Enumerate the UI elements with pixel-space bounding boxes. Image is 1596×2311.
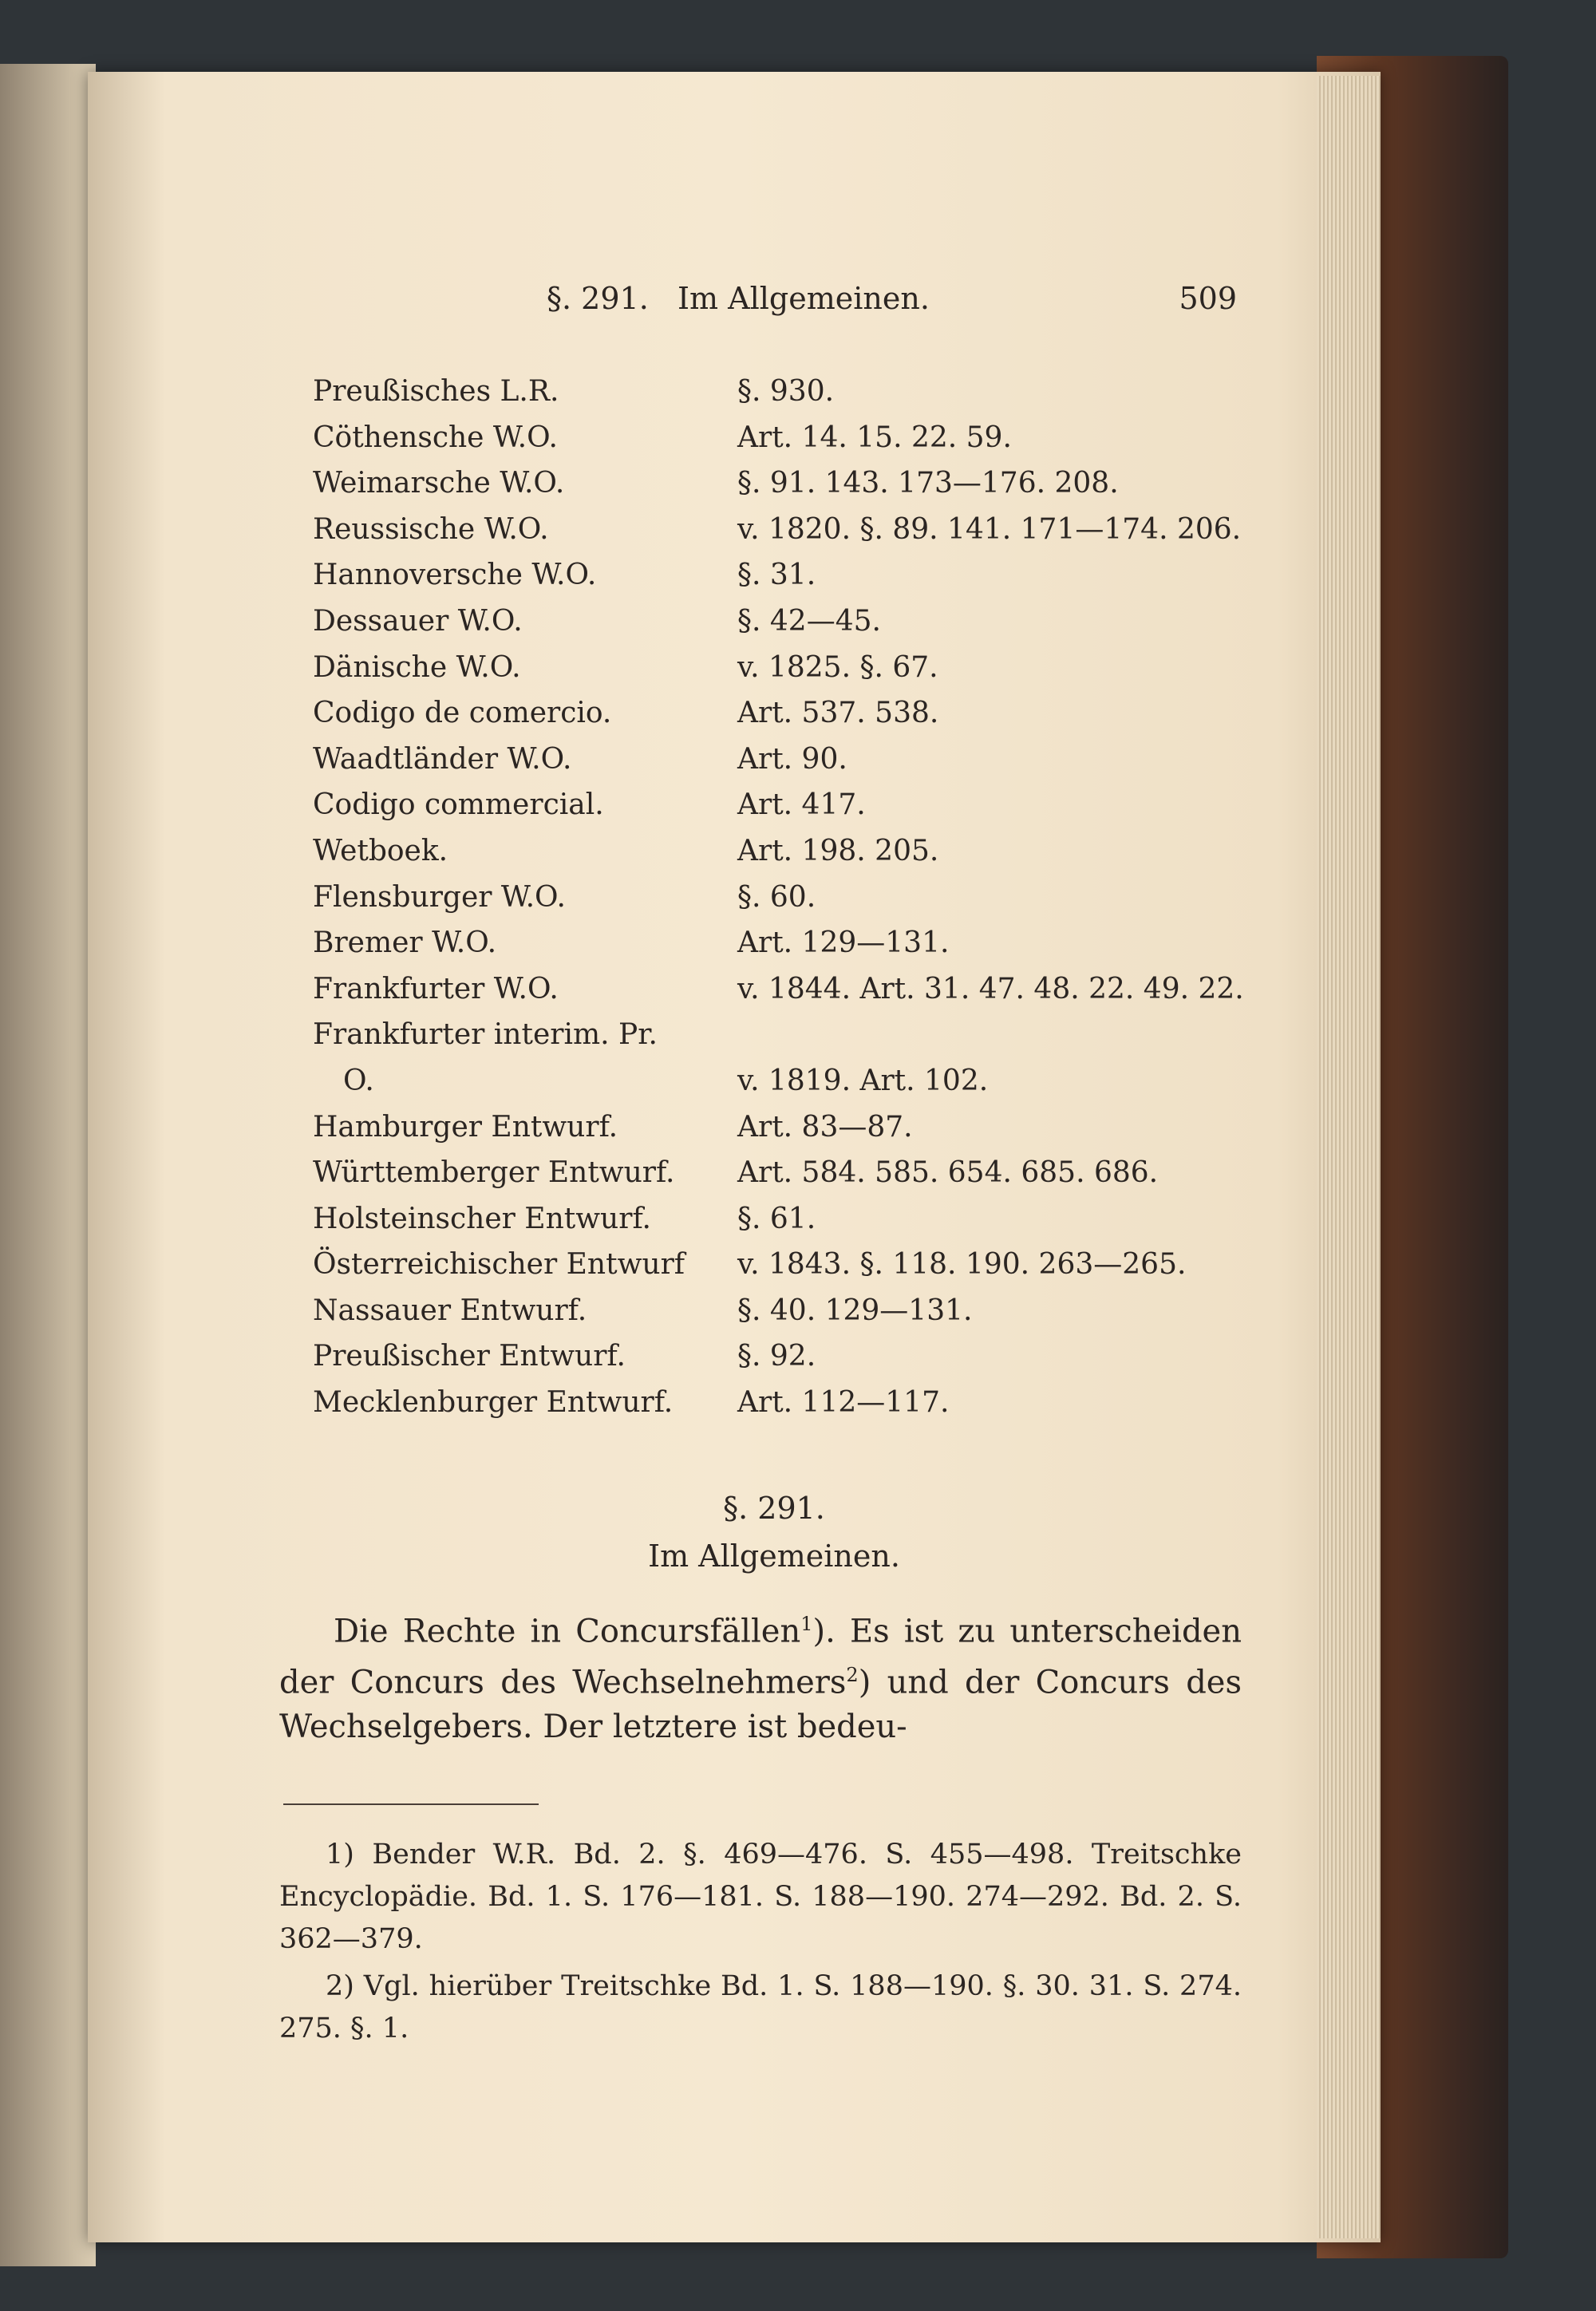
law-reference: Art. 112—117. — [737, 1386, 950, 1420]
table-row — [313, 645, 1286, 691]
table-row — [313, 1380, 1286, 1426]
law-name: Holsteinscher Entwurf. — [313, 1202, 651, 1235]
law-reference: Art. 417. — [737, 788, 866, 822]
page-stack-edges — [1317, 76, 1381, 2238]
table-row — [313, 552, 1286, 598]
law-reference: §. 61. — [737, 1202, 816, 1235]
table-row — [313, 598, 1286, 645]
running-header — [279, 281, 1237, 329]
section-title: Im Allgemeinen. — [648, 1539, 900, 1574]
table-row — [313, 1012, 1286, 1058]
table-row — [313, 1242, 1286, 1288]
law-name: Dessauer W.O. — [313, 604, 523, 638]
body-part-1: Die Rechte in Concursfällen — [334, 1613, 801, 1650]
law-name: Frankfurter W.O. — [313, 972, 559, 1005]
law-name: Codigo de comercio. — [313, 697, 612, 730]
book-page — [88, 72, 1381, 2242]
law-name: Reussische W.O. — [313, 512, 549, 546]
table-row — [313, 1058, 1286, 1104]
law-name: Cöthensche W.O. — [313, 421, 558, 454]
law-name: Flensburger W.O. — [313, 880, 566, 914]
section-number: §. 291. — [723, 1491, 825, 1526]
facing-page-edge — [0, 64, 96, 2266]
footnote-mark-1: 1 — [800, 1613, 813, 1635]
table-row — [313, 460, 1286, 507]
law-name: Mecklenburger Entwurf. — [313, 1386, 674, 1420]
body-paragraph — [279, 1602, 1242, 1749]
law-reference: §. 930. — [737, 375, 835, 408]
law-name: O. — [343, 1064, 374, 1097]
footnote-2: 2) Vgl. hierüber Treitschke Bd. 1. S. 188—190. §. 30. 31. S. 274. 275. §. 1. — [279, 1970, 1242, 2044]
law-name: Codigo commercial. — [313, 788, 604, 822]
header-title — [547, 281, 930, 316]
law-name: Weimarsche W.O. — [313, 467, 565, 500]
law-name: Dänische W.O. — [313, 650, 521, 684]
law-name: Preußischer Entwurf. — [313, 1340, 626, 1373]
table-row — [313, 1150, 1286, 1196]
law-reference: v. 1819. Art. 102. — [737, 1064, 989, 1097]
law-reference: §. 40. 129—131. — [737, 1294, 973, 1327]
footnote-mark-2: 2 — [846, 1664, 859, 1687]
law-reference: Art. 90. — [737, 742, 847, 776]
law-name: Bremer W.O. — [313, 926, 497, 960]
header-section: §. 291. — [547, 281, 649, 316]
body-part-2: ). Es ist zu unterscheiden der Concurs des Wechselnehmers — [279, 1613, 1242, 1701]
law-name: Wetboek. — [313, 834, 448, 867]
law-reference: v. 1843. §. 118. 190. 263—265. — [737, 1248, 1187, 1282]
law-reference: §. 60. — [737, 880, 816, 914]
table-row — [313, 1104, 1286, 1151]
paragraph-text — [279, 1602, 1242, 1749]
law-name: Württemberger Entwurf. — [313, 1156, 675, 1190]
legislation-table — [313, 369, 1286, 1426]
law-reference: Art. 584. 585. 654. 685. 686. — [737, 1156, 1159, 1190]
table-row — [313, 782, 1286, 828]
table-row — [313, 875, 1286, 921]
body-part-3: ) und der Concurs des Wechselgebers. Der letztere ist bedeu- — [279, 1664, 1242, 1745]
law-name: Preußisches L.R. — [313, 375, 559, 408]
table-row — [313, 690, 1286, 737]
footnotes — [279, 1834, 1242, 2055]
header-title-text: Im Allgemeinen. — [678, 281, 930, 316]
law-reference: Art. 83—87. — [737, 1110, 913, 1144]
footnote-1: 1) Bender W.R. Bd. 2. §. 469—476. S. 455—498. Treitschke Encyclopädie. Bd. 1. S. 176—181. S. 188—190. 274—292. Bd. 2. S. 362—379. — [279, 1839, 1242, 1955]
table-row — [313, 415, 1286, 461]
footnote-divider — [283, 1803, 539, 1805]
law-reference: Art. 198. 205. — [737, 834, 939, 867]
table-row — [313, 1196, 1286, 1242]
page-number: 509 — [1179, 281, 1237, 316]
law-name: Hamburger Entwurf. — [313, 1110, 618, 1144]
law-reference: §. 42—45. — [737, 604, 881, 638]
law-reference: Art. 14. 15. 22. 59. — [737, 421, 1012, 454]
law-reference: Art. 537. 538. — [737, 697, 939, 730]
table-row — [313, 920, 1286, 966]
table-row — [313, 1333, 1286, 1380]
table-row — [313, 369, 1286, 415]
law-reference: v. 1844. Art. 31. 47. 48. 22. 49. 22. — [737, 972, 1244, 1005]
law-name: Waadtländer W.O. — [313, 742, 572, 776]
law-reference: §. 31. — [737, 559, 816, 592]
law-reference: v. 1820. §. 89. 141. 171—174. 206. — [737, 512, 1242, 546]
law-reference: §. 92. — [737, 1340, 816, 1373]
table-row — [313, 966, 1286, 1013]
table-row — [313, 828, 1286, 875]
law-name: Österreichischer Entwurf — [313, 1248, 685, 1282]
law-reference: Art. 129—131. — [737, 926, 950, 960]
law-name: Frankfurter interim. Pr. — [313, 1018, 658, 1052]
law-reference: §. 91. 143. 173—176. 208. — [737, 467, 1119, 500]
table-row — [313, 1288, 1286, 1334]
law-name: Hannoversche W.O. — [313, 559, 597, 592]
table-row — [313, 507, 1286, 553]
law-reference: v. 1825. §. 67. — [737, 650, 938, 684]
table-row — [313, 737, 1286, 783]
law-name: Nassauer Entwurf. — [313, 1294, 587, 1327]
